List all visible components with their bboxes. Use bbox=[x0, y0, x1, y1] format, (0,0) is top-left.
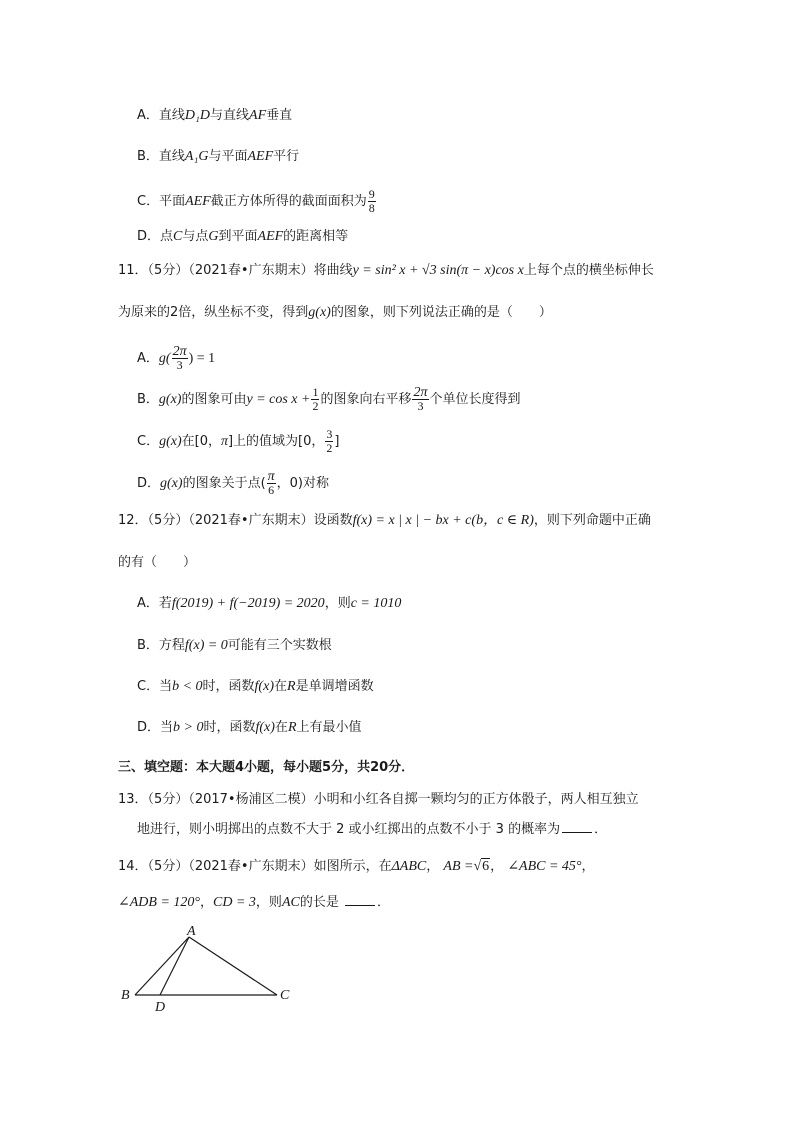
label-a: A bbox=[187, 925, 196, 939]
q11-stem-line2: 为原来的2倍，纵坐标不变，得到g(x)的图象，则下列说法正确的是（ ） bbox=[118, 305, 552, 320]
fraction: $\frac{9}{8}$ bbox=[368, 187, 375, 215]
q12-stem-line2: 的有（ ） bbox=[118, 555, 197, 570]
q11-option-d: D．g(x)的图象关于点( $\frac{\pi}{6}$ ，0)对称 bbox=[137, 469, 329, 497]
q12-stem-line1: 12．（5分）（2021春•广东期末）设函数f(x) = x | x | − bx + c(b，c ∈ R)，则下列命题中正确 bbox=[118, 513, 651, 528]
section-heading: 三、填空题：本大题4小题，每小题5分，共20分． bbox=[118, 760, 415, 775]
segment-ac bbox=[189, 937, 277, 995]
q10-option-c: C．平面AEF截正方体所得的截面面积为 $\frac{9}{8}$ bbox=[137, 187, 375, 215]
q13-stem-line2: 地进行，则小明掷出的点数不大于 2 或小红掷出的点数不小于 3 的概率为 ． bbox=[137, 822, 608, 837]
triangle-figure bbox=[115, 925, 305, 1015]
q12-option-c: C．当b < 0时，函数f(x)在R是单调增函数 bbox=[137, 679, 374, 694]
label-d: D bbox=[155, 1000, 166, 1015]
segment-ab bbox=[135, 937, 189, 995]
label-b: B bbox=[121, 988, 130, 1003]
q11-stem-line1: 11．（5分）（2021春•广东期末）将曲线y = sin² x + √3 sin(π − x)cos x上每个点的横坐标伸长 bbox=[118, 263, 654, 278]
fraction: $\frac{3}{2}$ bbox=[326, 427, 333, 455]
q10-option-b: B．直线A₁G与平面AEF平行 bbox=[137, 149, 300, 164]
fraction: $\frac{2\pi}{3}$ bbox=[413, 385, 428, 413]
label-c: C bbox=[280, 988, 290, 1003]
fraction: $\frac{\pi}{6}$ bbox=[267, 469, 275, 497]
segment-ad bbox=[160, 937, 189, 995]
answer-blank[interactable] bbox=[345, 893, 375, 906]
q11-option-b: B．g(x)的图象可由y = cos x + $\frac{1}{2}$ 的图象向右平移 $\frac{2\pi}{3}$ 个单位长度得到 bbox=[137, 385, 521, 413]
fraction: $\frac{2\pi}{3}$ bbox=[172, 344, 187, 372]
q11-option-c: C．g(x)在[0，π]上的值域为[0， $\frac{3}{2}$ ] bbox=[137, 427, 340, 455]
q12-option-a: A．若f(2019) + f(−2019) = 2020，则c = 1010 bbox=[137, 596, 402, 611]
q12-option-b: B．方程f(x) = 0可能有三个实数根 bbox=[137, 638, 332, 653]
q13-stem-line1: 13．（5分）（2017•杨浦区二模）小明和小红各自掷一颗均匀的正方体骰子，两人相互独立 bbox=[118, 792, 639, 807]
q10-option-d: D．点C与点G到平面AEF的距离相等 bbox=[137, 229, 349, 244]
fraction: $\frac{1}{2}$ bbox=[312, 385, 319, 413]
q14-stem-line2: ∠ADB = 120°，CD = 3，则AC的长是 ． bbox=[118, 895, 390, 910]
q14-stem-line1: 14．（5分）（2021春•广东期末）如图所示，在ΔABC， AB =√6， ∠ABC = 45°， bbox=[118, 859, 595, 874]
q11-option-a: A．g( $\frac{2\pi}{3}$ ) = 1 bbox=[137, 344, 216, 372]
q12-option-d: D．当b > 0时，函数f(x)在R上有最小值 bbox=[137, 720, 362, 735]
answer-blank[interactable] bbox=[562, 820, 592, 833]
q10-option-a: A．直线D₁D与直线AF垂直 bbox=[137, 108, 293, 123]
